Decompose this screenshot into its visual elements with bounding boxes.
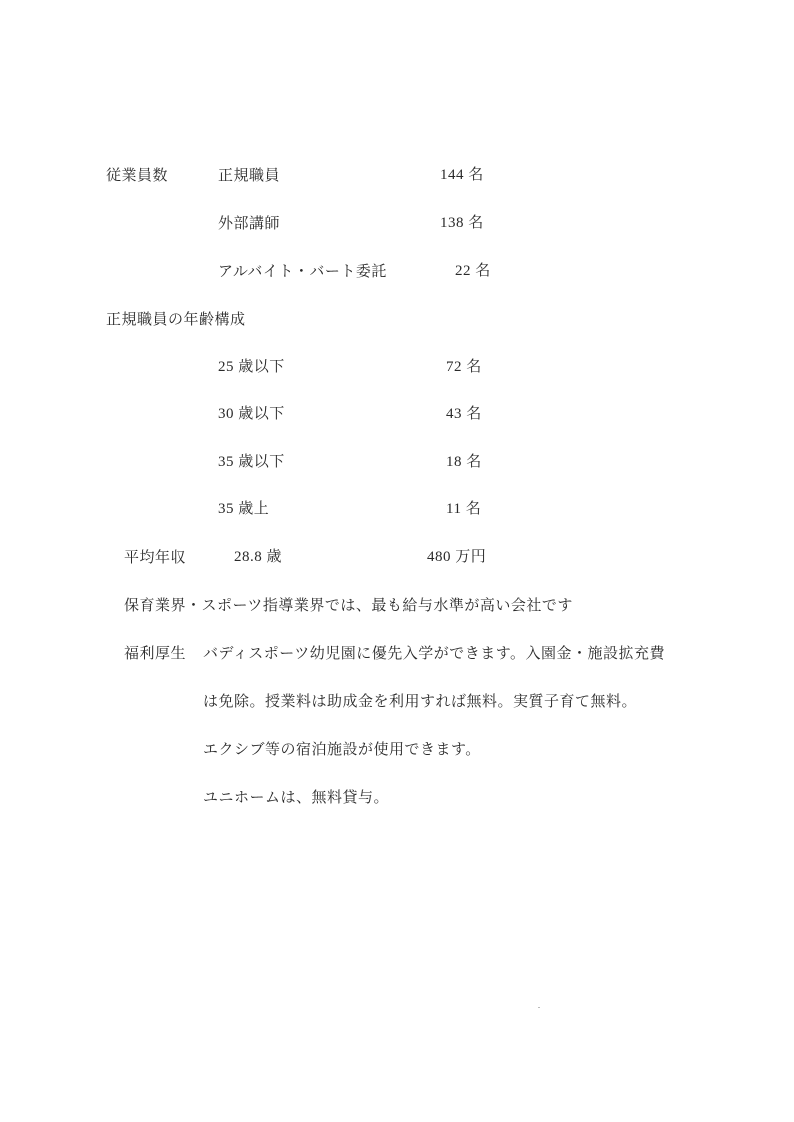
employees-label: 従業員数 — [106, 166, 169, 184]
employees-parttime-label: アルバイト・バート委託 — [218, 262, 387, 280]
age-range-35-over: 35 歳上 — [218, 501, 270, 517]
salary-label: 平均年収 — [124, 548, 187, 566]
salary-age: 28.8 歳 — [234, 549, 283, 565]
welfare-line-2: は免除。授業料は助成金を利用すれば無料。実質子育て無料。 — [203, 692, 638, 710]
employees-parttime-count: 22 名 — [455, 263, 491, 279]
welfare-line-1: バディスポーツ幼児園に優先入学ができます。入園金・施設拡充費 — [203, 644, 666, 662]
industry-note: 保育業界・スポーツ指導業界では、最も給与水準が高い会社です — [124, 596, 573, 614]
age-range-30: 30 歳以下 — [218, 406, 285, 422]
salary-amount: 480 万円 — [427, 549, 487, 565]
welfare-line-4: ユニホームは、無料貸与。 — [203, 788, 390, 806]
age-range-25: 25 歳以下 — [218, 359, 285, 375]
age-count-35-under: 18 名 — [446, 454, 482, 470]
employees-fulltime-label: 正規職員 — [218, 166, 281, 184]
employees-external-label: 外部講師 — [218, 214, 281, 232]
welfare-label: 福利厚生 — [124, 644, 187, 662]
welfare-line-3: エクシブ等の宿泊施設が使用できます。 — [203, 740, 481, 758]
age-count-30: 43 名 — [446, 406, 482, 422]
age-count-25: 72 名 — [446, 359, 482, 375]
employees-fulltime-count: 144 名 — [440, 167, 484, 183]
age-count-35-over: 11 名 — [446, 501, 482, 517]
age-range-35-under: 35 歳以下 — [218, 454, 285, 470]
age-composition-label: 正規職員の年齢構成 — [106, 310, 246, 328]
scan-speck — [538, 1007, 540, 1008]
employees-external-count: 138 名 — [440, 215, 484, 231]
